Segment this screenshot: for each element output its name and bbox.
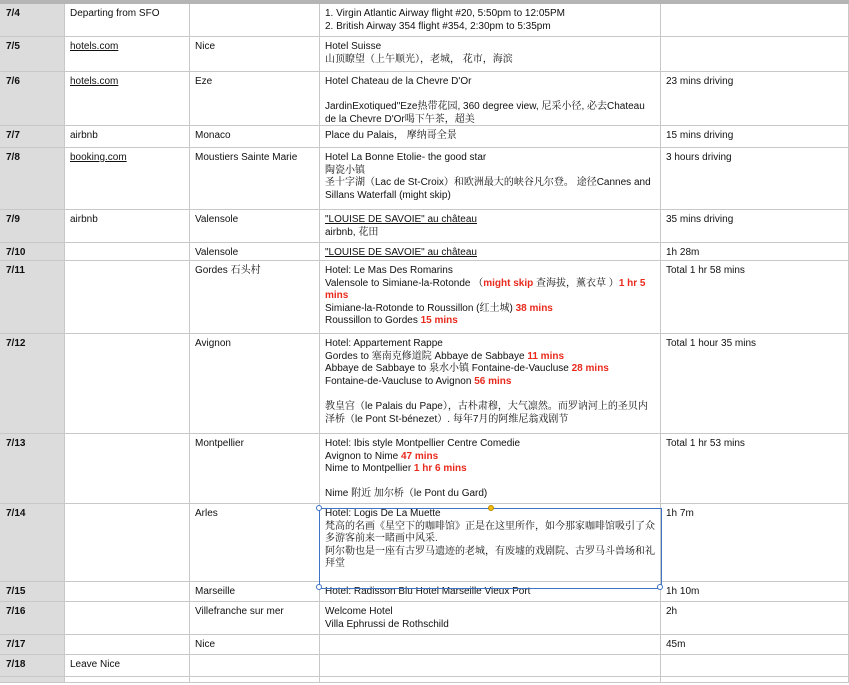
table-row: [0, 434, 849, 504]
notes-text: Hotel: Appartement Rappe: [325, 338, 443, 349]
booking-source-cell[interactable]: [65, 602, 190, 634]
notes-text: Abbaye de Sabbaye to 泉水小镇 Fontaine-de-Vaucluse: [325, 363, 572, 375]
date-cell[interactable]: [0, 126, 65, 147]
notes-text: Valensole to Simiane-la-Rotonde （: [325, 277, 484, 289]
travel-time-cell[interactable]: [661, 243, 849, 260]
link-text: "LOUISE DE SAVOIE" au château: [325, 247, 477, 258]
date-cell[interactable]: [0, 334, 65, 433]
city-text: Nice: [195, 639, 216, 650]
travel-time-highlight: 1 hr 5: [618, 277, 646, 289]
notes-line: [325, 278, 655, 291]
notes-line: [325, 152, 655, 165]
notes-line: [325, 363, 655, 376]
notes-line: [325, 388, 655, 401]
booking-source-cell[interactable]: [65, 72, 190, 125]
date-cell[interactable]: [0, 210, 65, 242]
notes-text: 查海拔，薰衣草 ）: [533, 277, 619, 289]
travel-time-cell[interactable]: [661, 261, 849, 333]
notes-text: Gordes to 塞南克修道院 Abbaye de Sabbaye: [325, 350, 528, 362]
travel-time-text: Total 1 hour 35 mins: [666, 338, 757, 349]
table-row: [0, 602, 849, 635]
city-cell[interactable]: [190, 243, 320, 260]
travel-time-cell[interactable]: [661, 72, 849, 125]
city-text: Nice: [195, 41, 216, 52]
date-text: 7/13: [6, 438, 26, 449]
notes-line: [325, 414, 655, 427]
notes-text: Nime 附近 加尔桥（le Pont du Gard): [325, 488, 488, 500]
travel-time-cell[interactable]: [661, 677, 849, 682]
notes-text: Fontaine-de-Vaucluse to Avignon: [325, 375, 475, 387]
notes-text: Hotel: Logis De La Muette: [325, 508, 441, 519]
booking-source-cell[interactable]: [65, 504, 190, 581]
city-text: Marseille: [195, 586, 236, 597]
notes-line: [325, 41, 655, 54]
booking-source-cell[interactable]: [65, 677, 190, 682]
travel-time-highlight: might skip: [483, 277, 534, 289]
notes-text: Hotel: Ibis style Montpellier Centre Comedie: [325, 438, 521, 449]
table-row: [0, 210, 849, 243]
notes-cell[interactable]: [320, 434, 661, 503]
travel-time-text: 1h 28m: [666, 247, 700, 258]
date-text: 7/17: [6, 639, 26, 650]
notes-cell[interactable]: [320, 677, 661, 682]
notes-text: Hotel: Le Mas Des Romarins: [325, 265, 453, 276]
notes-line: [325, 451, 655, 464]
travel-time-highlight: 28 mins: [571, 363, 609, 375]
notes-line: [325, 190, 655, 203]
city-text: Valensole: [195, 214, 239, 225]
booking-source-cell[interactable]: [65, 334, 190, 433]
table-row: [0, 126, 849, 148]
travel-time-text: 45m: [666, 639, 686, 650]
notes-text: Hotel La Bonne Etolie- the good star: [325, 152, 487, 163]
city-cell[interactable]: [190, 504, 320, 581]
notes-text: 梵高的名画《星空下的咖啡馆》正是在这里所作，如今那家咖啡馆吸引了众: [325, 520, 655, 532]
notes-text: JardinExotiqued"Eze热带花园, 360 degree view, 尼采小径, 必去Chateau: [325, 101, 645, 113]
notes-line: [325, 315, 655, 328]
notes-text: Hotel: Radisson Blu Hotel Marseille Vieux Port: [325, 586, 531, 597]
table-row: [0, 148, 849, 210]
notes-text: de la Chevre D'Or喝下午茶，超美: [325, 113, 475, 125]
table-row: [0, 4, 849, 37]
travel-time-cell[interactable]: [661, 4, 849, 36]
notes-text: Hotel Chateau de la Chevre D'Or: [325, 76, 472, 87]
city-text: Moustiers Sainte Marie: [195, 152, 298, 163]
date-cell[interactable]: [0, 635, 65, 654]
notes-line: [325, 401, 655, 414]
travel-time-cell[interactable]: [661, 37, 849, 71]
booking-source-cell[interactable]: [65, 243, 190, 260]
booking-source-cell[interactable]: [65, 261, 190, 333]
notes-line: [325, 265, 655, 278]
date-text: 7/18: [6, 659, 26, 670]
notes-text: 2. British Airway 354 flight #354, 2:30pm to 5:35pm: [325, 20, 551, 32]
notes-cell[interactable]: [320, 504, 661, 581]
travel-time-highlight: 15 mins: [420, 315, 458, 327]
notes-text: Avignon to Nime: [325, 450, 401, 462]
link-text: "LOUISE DE SAVOIE" au château: [325, 214, 477, 225]
notes-cell[interactable]: [320, 635, 661, 654]
city-text: Eze: [195, 76, 213, 87]
notes-cell[interactable]: [320, 126, 661, 147]
notes-line: [325, 54, 655, 67]
itinerary-table: [0, 4, 849, 683]
notes-text: 拜堂: [325, 558, 345, 570]
booking-source-cell[interactable]: [65, 148, 190, 209]
notes-line: [325, 546, 655, 559]
travel-time-cell[interactable]: [661, 334, 849, 433]
booking-source-text: airbnb: [70, 130, 98, 141]
notes-line: [325, 227, 655, 240]
table-row: [0, 677, 849, 683]
table-row: [0, 504, 849, 582]
notes-line: [325, 606, 655, 619]
notes-line: [325, 21, 655, 34]
date-text: 7/11: [6, 265, 25, 276]
city-text: Gordes 石头村: [195, 265, 261, 276]
city-cell[interactable]: [190, 334, 320, 433]
notes-text: 教皇宫（le Palais du Pape），古朴肃穆，大气凛然。而罗讷河上的圣贝内: [325, 400, 648, 412]
travel-time-highlight: 11 mins: [527, 350, 565, 362]
booking-source-cell[interactable]: [65, 655, 190, 676]
travel-time-cell[interactable]: [661, 582, 849, 601]
notes-text: 阿尔勒也是一座有古罗马遗迹的老城，有废墟的戏剧院、古罗马斗兽场和礼: [325, 545, 655, 557]
notes-line: [325, 130, 655, 143]
date-text: 7/5: [6, 41, 20, 52]
notes-cell[interactable]: [320, 148, 661, 209]
booking-source-cell[interactable]: [65, 126, 190, 147]
date-text: 7/6: [6, 76, 20, 87]
travel-time-highlight: 56 mins: [474, 375, 512, 387]
date-cell[interactable]: [0, 602, 65, 634]
notes-line: [325, 303, 655, 316]
notes-text: Sillans Waterfall (might skip): [325, 189, 451, 201]
notes-line: [325, 476, 655, 489]
booking-source-cell[interactable]: [65, 37, 190, 71]
booking-source-text: booking.com: [70, 152, 127, 163]
notes-line: [325, 8, 655, 21]
notes-cell[interactable]: [320, 655, 661, 676]
notes-text: 陶瓷小镇: [325, 164, 365, 176]
notes-line: [325, 351, 655, 364]
booking-source-cell[interactable]: [65, 635, 190, 654]
date-text: 7/10: [6, 247, 26, 258]
city-cell[interactable]: [190, 677, 320, 682]
travel-time-text: 23 mins driving: [666, 76, 734, 87]
notes-line: [325, 619, 655, 632]
table-row: [0, 635, 849, 655]
notes-text: Roussillon to Gordes: [325, 315, 421, 327]
date-cell[interactable]: [0, 504, 65, 581]
city-cell[interactable]: [190, 148, 320, 209]
city-cell[interactable]: [190, 655, 320, 676]
booking-source-text: airbnb: [70, 214, 98, 225]
date-cell[interactable]: [0, 261, 65, 333]
notes-line: [325, 89, 655, 102]
travel-time-highlight: mins: [325, 290, 349, 302]
notes-text: Villa Ephrussi de Rothschild: [325, 618, 449, 630]
booking-source-text: Departing from SFO: [70, 8, 160, 19]
table-row: [0, 37, 849, 72]
notes-line: [325, 177, 655, 190]
notes-line: [325, 586, 655, 599]
date-cell[interactable]: [0, 655, 65, 676]
notes-text: Nime to Montpellier: [325, 463, 414, 475]
table-row: [0, 655, 849, 677]
notes-text: airbnb, 花田: [325, 226, 379, 238]
travel-time-cell[interactable]: [661, 635, 849, 654]
city-text: Villefranche sur mer: [195, 606, 284, 617]
notes-line: [325, 76, 655, 89]
city-cell[interactable]: [190, 261, 320, 333]
travel-time-cell[interactable]: [661, 126, 849, 147]
notes-line: [325, 101, 655, 114]
travel-time-highlight: 1 hr 6 mins: [413, 463, 467, 475]
date-cell[interactable]: [0, 37, 65, 71]
date-cell[interactable]: [0, 4, 65, 36]
notes-cell[interactable]: [320, 4, 661, 36]
notes-line: [325, 521, 655, 534]
city-text: Valensole: [195, 247, 239, 258]
notes-line: [325, 290, 655, 303]
notes-text: Welcome Hotel: [325, 606, 393, 617]
notes-line: [325, 533, 655, 546]
travel-time-text: Total 1 hr 53 mins: [666, 438, 745, 449]
notes-text: 多游客前来一睹画中风采.: [325, 533, 438, 545]
notes-line: [325, 338, 655, 351]
travel-time-cell[interactable]: [661, 210, 849, 242]
notes-line: [325, 488, 655, 501]
notes-cell[interactable]: [320, 582, 661, 601]
travel-time-text: 35 mins driving: [666, 214, 734, 225]
notes-cell[interactable]: [320, 602, 661, 634]
travel-time-cell[interactable]: [661, 504, 849, 581]
notes-line: [325, 165, 655, 178]
travel-time-text: 1h 7m: [666, 508, 694, 519]
table-row: [0, 582, 849, 602]
notes-text: 圣十字湖（Lac de St-Croix）和欧洲最大的峡谷凡尔登。 途径Cannes and: [325, 177, 651, 189]
notes-text: 泽桥（le Pont St-bénezet）. 每年7月的阿维尼翁戏剧节: [325, 413, 569, 425]
city-cell[interactable]: [190, 434, 320, 503]
city-cell[interactable]: [190, 4, 320, 36]
date-text: 7/12: [6, 338, 26, 349]
notes-cell[interactable]: [320, 37, 661, 71]
booking-source-text: hotels.com: [70, 76, 119, 87]
notes-text: Place du Palais， 摩纳哥全景: [325, 130, 457, 141]
table-row: [0, 72, 849, 126]
travel-time-text: Total 1 hr 58 mins: [666, 265, 745, 276]
date-cell[interactable]: [0, 582, 65, 601]
table-row: [0, 261, 849, 334]
city-cell[interactable]: [190, 635, 320, 654]
notes-cell[interactable]: [320, 243, 661, 260]
date-text: 7/15: [6, 586, 26, 597]
notes-cell[interactable]: [320, 334, 661, 433]
city-text: Monaco: [195, 130, 231, 141]
date-text: 7/4: [6, 8, 20, 19]
notes-line: [325, 508, 655, 521]
booking-source-cell[interactable]: [65, 4, 190, 36]
city-cell[interactable]: [190, 602, 320, 634]
date-cell[interactable]: [0, 243, 65, 260]
city-text: Montpellier: [195, 438, 244, 449]
city-cell[interactable]: [190, 126, 320, 147]
travel-time-highlight: 47 mins: [400, 450, 439, 462]
city-cell[interactable]: [190, 582, 320, 601]
booking-source-cell[interactable]: [65, 210, 190, 242]
notes-line: [325, 214, 655, 227]
date-cell[interactable]: [0, 72, 65, 125]
notes-line: [325, 114, 655, 125]
notes-text: 山顶瞭望（上午顺光），老城， 花市，海滨: [325, 53, 513, 65]
notes-text: Hotel Suisse: [325, 41, 382, 52]
date-cell[interactable]: [0, 148, 65, 209]
notes-line: [325, 376, 655, 389]
travel-time-highlight: 38 mins: [515, 302, 553, 314]
date-cell[interactable]: [0, 677, 65, 682]
travel-time-cell[interactable]: [661, 434, 849, 503]
booking-source-cell[interactable]: [65, 582, 190, 601]
travel-time-cell[interactable]: [661, 602, 849, 634]
date-text: 7/14: [6, 508, 26, 519]
travel-time-text: 1h 10m: [666, 586, 700, 597]
notes-line: [325, 247, 655, 260]
travel-time-text: 3 hours driving: [666, 152, 732, 163]
travel-time-text: 2h: [666, 606, 678, 617]
notes-line: [325, 558, 655, 571]
booking-source-text: hotels.com: [70, 41, 119, 52]
notes-cell[interactable]: [320, 210, 661, 242]
city-text: Avignon: [195, 338, 231, 349]
city-cell[interactable]: [190, 37, 320, 71]
notes-line: [325, 463, 655, 476]
city-cell[interactable]: [190, 210, 320, 242]
date-text: 7/9: [6, 214, 20, 225]
notes-text: Simiane-la-Rotonde to Roussillon (红土城): [325, 302, 516, 314]
date-text: 7/8: [6, 152, 20, 163]
date-text: 7/7: [6, 130, 20, 141]
notes-cell[interactable]: [320, 72, 661, 125]
city-cell[interactable]: [190, 72, 320, 125]
booking-source-cell[interactable]: [65, 434, 190, 503]
travel-time-cell[interactable]: [661, 655, 849, 676]
table-row: [0, 243, 849, 261]
booking-source-text: Leave Nice: [70, 659, 121, 670]
city-text: Arles: [195, 508, 218, 519]
travel-time-cell[interactable]: [661, 148, 849, 209]
notes-cell[interactable]: [320, 261, 661, 333]
table-row: [0, 334, 849, 434]
date-text: 7/16: [6, 606, 26, 617]
date-cell[interactable]: [0, 434, 65, 503]
notes-line: [325, 438, 655, 451]
notes-text: 1. Virgin Atlantic Airway flight #20, 5:50pm to 12:05PM: [325, 8, 565, 19]
travel-time-text: 15 mins driving: [666, 130, 734, 141]
